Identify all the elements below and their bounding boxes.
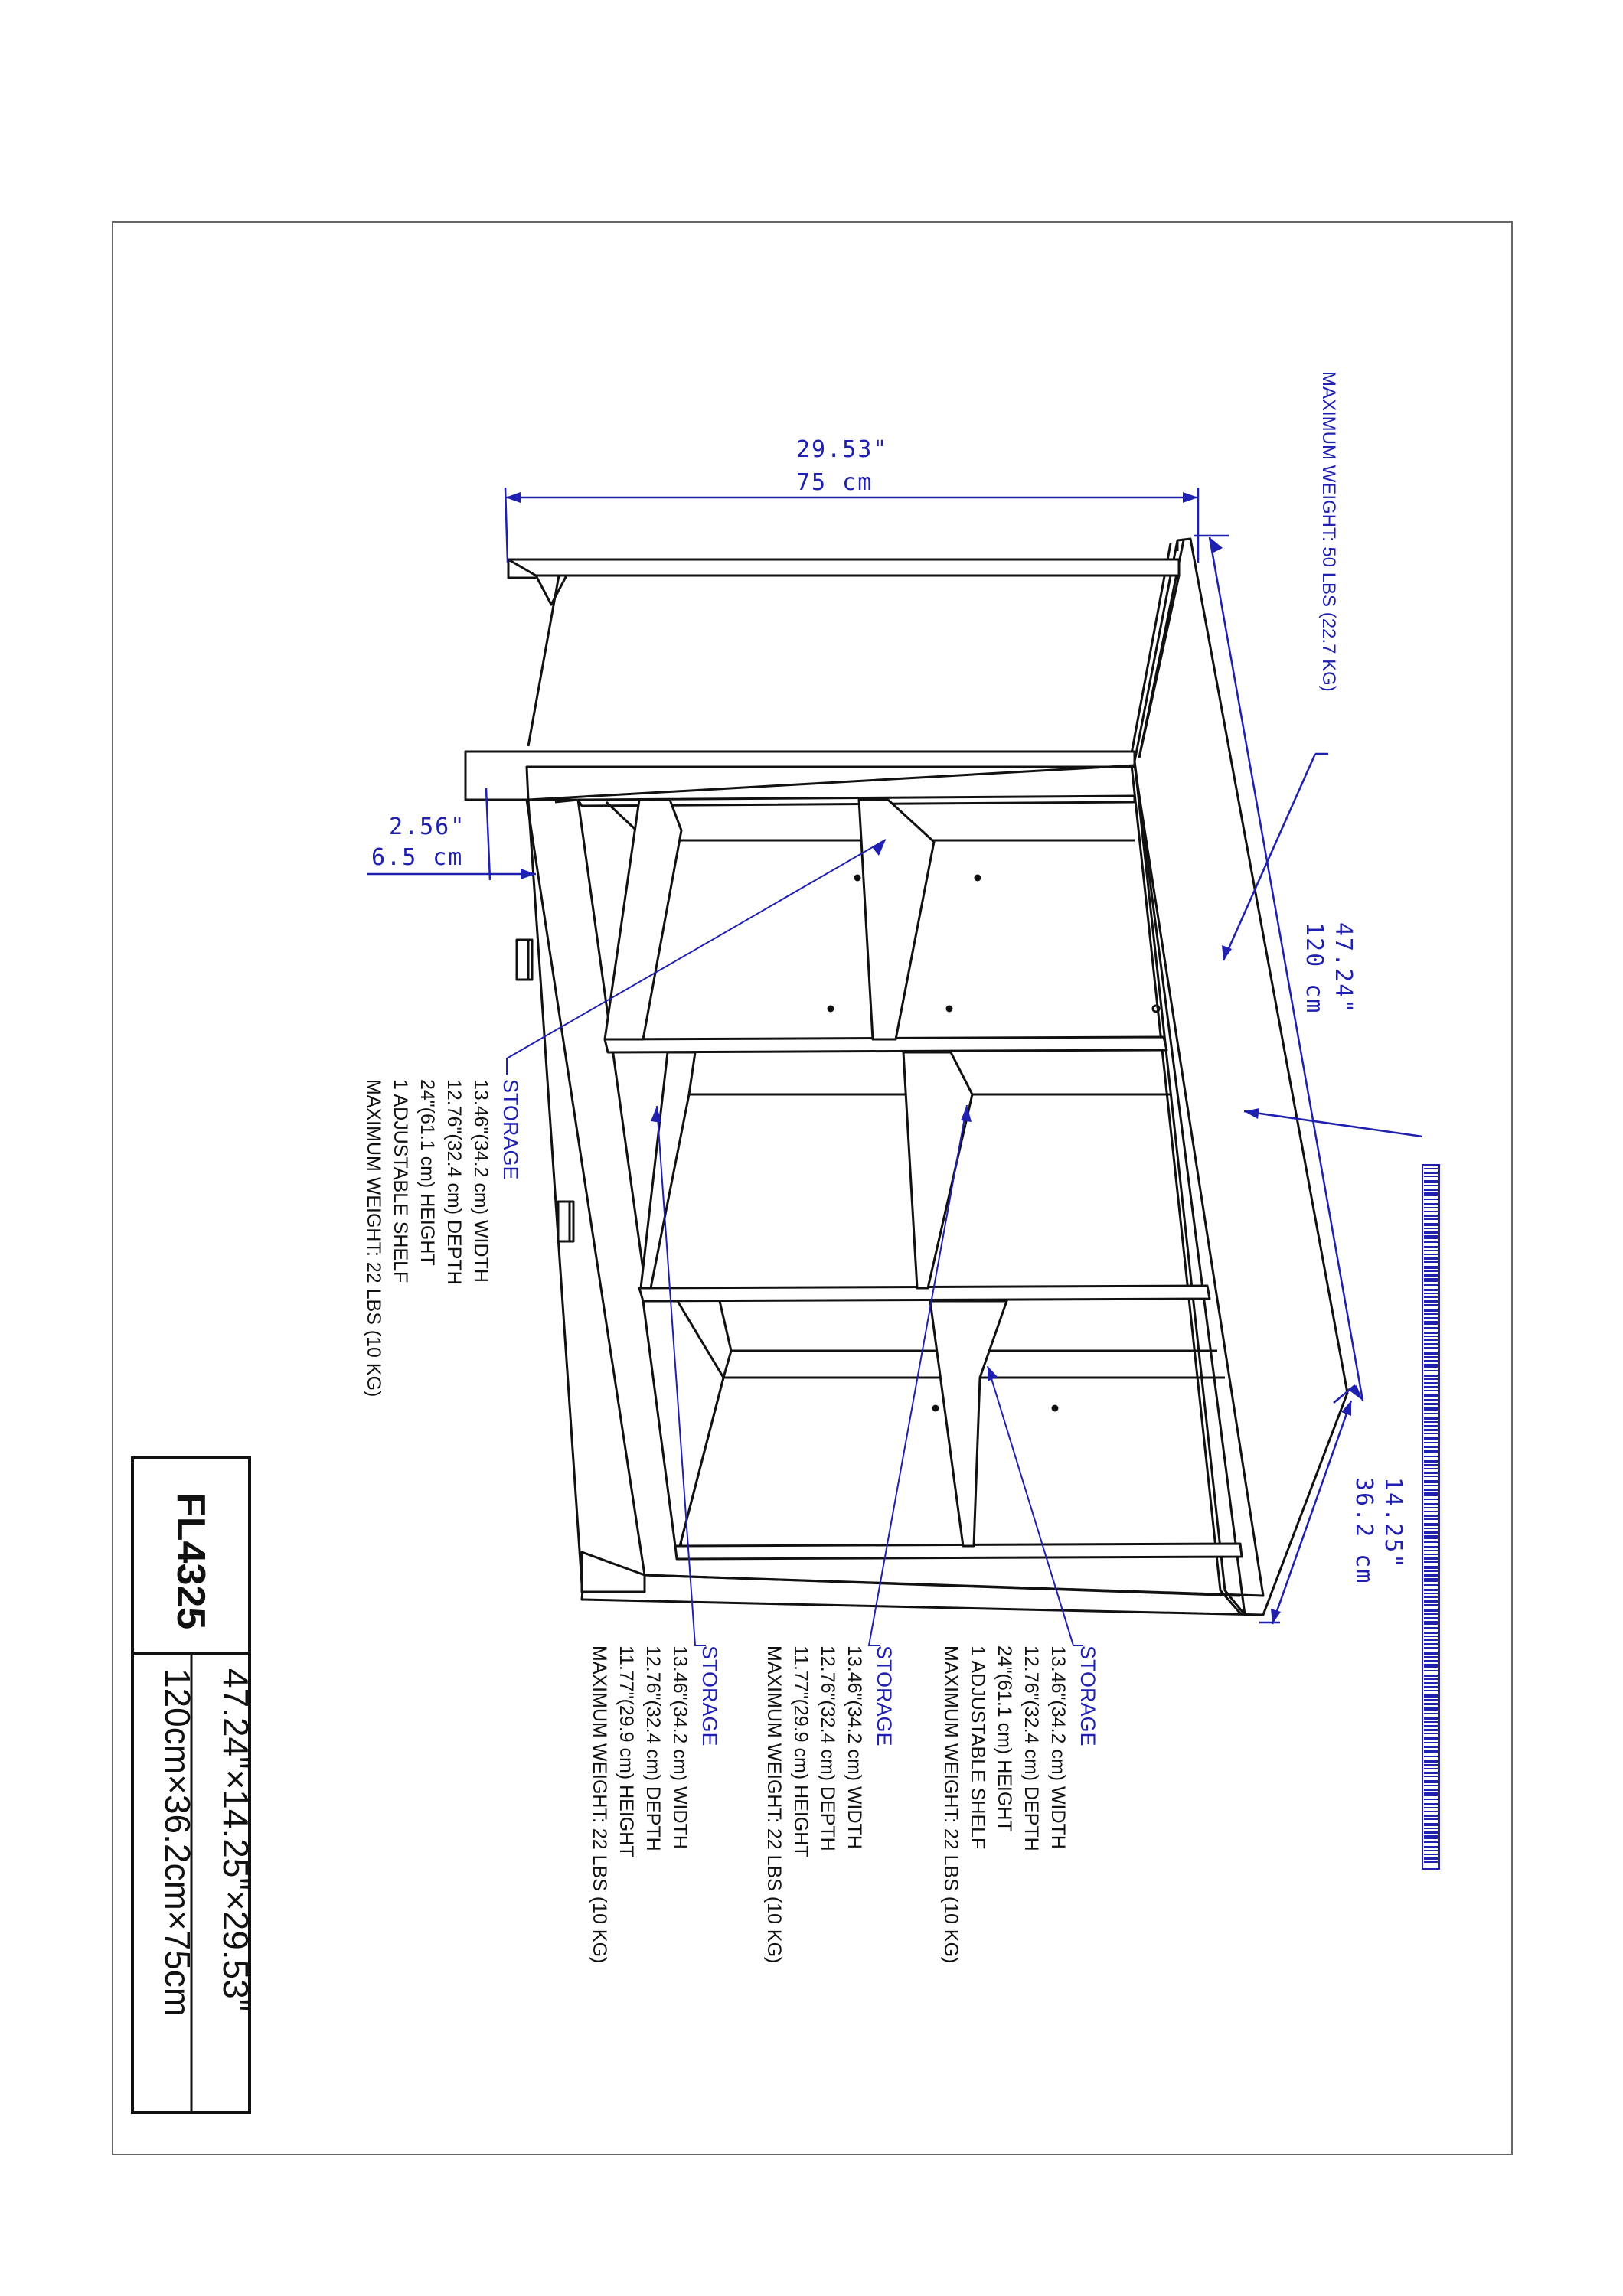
bookcase-drawing	[465, 539, 1347, 1615]
storage-3-line-4: MAXIMUM WEIGHT: 22 LBS (10 KG)	[763, 1645, 785, 1964]
storage-1-line-1: 13.46"(34.2 cm) WIDTH	[470, 1079, 491, 1283]
width-dim-inches: 47.24"	[1330, 922, 1357, 1015]
storage-2-line-5: MAXIMUM WEIGHT: 22 LBS (10 KG)	[940, 1645, 962, 1964]
storage-3-line-1: 13.46"(34.2 cm) WIDTH	[844, 1645, 865, 1849]
storage-3-line-3: 11.77"(29.9 cm) HEIGHT	[790, 1645, 812, 1857]
base-apron	[508, 559, 1179, 576]
divider-row-4	[675, 1544, 1242, 1559]
leg-dim-cm: 6.5 cm	[371, 844, 464, 871]
storage-callout-1	[363, 1079, 522, 1397]
height-dim-inches: 29.53"	[796, 436, 889, 463]
storage-callout-3	[763, 1645, 896, 1963]
title-block	[132, 1458, 256, 2112]
storage-4-title: STORAGE	[698, 1645, 721, 1746]
column-divider-middle-1	[859, 800, 934, 1039]
leg-dim-inches: 2.56"	[389, 814, 466, 840]
overall-size-cm: 120cm×36.2cm×75cm	[158, 1668, 198, 2017]
storage-1-title: STORAGE	[499, 1079, 522, 1180]
height-dim-cm: 75 cm	[796, 469, 874, 496]
storage-2-line-4: 1 ADJUSTABLE SHELF	[967, 1645, 988, 1850]
depth-dim-inches: 14.25"	[1380, 1477, 1406, 1570]
storage-1-line-4: 1 ADJUSTABLE SHELF	[390, 1079, 411, 1283]
handle-lower	[558, 1202, 573, 1241]
column-divider-left	[605, 800, 681, 1039]
barcode	[1422, 1165, 1439, 1869]
handle-upper	[517, 940, 532, 980]
storage-3-line-2: 12.76"(32.4 cm) DEPTH	[817, 1645, 838, 1851]
width-dim-cm: 120 cm	[1301, 922, 1327, 1015]
storage-2-line-3: 24"(61.1 cm) HEIGHT	[994, 1645, 1015, 1832]
storage-4-line-4: MAXIMUM WEIGHT: 22 LBS (10 KG)	[589, 1645, 610, 1964]
column-divider-middle-2	[903, 1052, 972, 1288]
model-number: FL4325	[168, 1492, 213, 1630]
storage-1-line-5: MAXIMUM WEIGHT: 22 LBS (10 KG)	[363, 1079, 384, 1397]
storage-callout-4	[589, 1645, 721, 1963]
overall-size-inches: 47.24"×14.25"×29.53"	[216, 1668, 256, 2012]
storage-4-line-1: 13.46"(34.2 cm) WIDTH	[669, 1645, 691, 1849]
storage-1-line-2: 12.76"(32.4 cm) DEPTH	[443, 1079, 465, 1285]
storage-1-line-3: 24"(61.1 cm) HEIGHT	[416, 1079, 438, 1266]
leg-rail	[465, 752, 1135, 800]
storage-callout-2	[940, 1645, 1099, 1963]
storage-4-line-3: 11.77"(29.9 cm) HEIGHT	[616, 1645, 637, 1857]
storage-4-line-2: 12.76"(32.4 cm) DEPTH	[642, 1645, 664, 1851]
storage-2-line-1: 13.46"(34.2 cm) WIDTH	[1047, 1645, 1069, 1849]
top-max-weight: MAXIMUM WEIGHT: 50 LBS (22.7 KG)	[1318, 371, 1339, 692]
leg-rear	[582, 1552, 645, 1592]
storage-2-line-2: 12.76"(32.4 cm) DEPTH	[1020, 1645, 1042, 1851]
storage-3-title: STORAGE	[873, 1645, 896, 1746]
column-divider-left-3	[643, 1301, 723, 1546]
storage-2-title: STORAGE	[1076, 1645, 1099, 1746]
depth-dim-cm: 36.2 cm	[1350, 1477, 1377, 1585]
column-divider-middle-3	[930, 1301, 1007, 1546]
